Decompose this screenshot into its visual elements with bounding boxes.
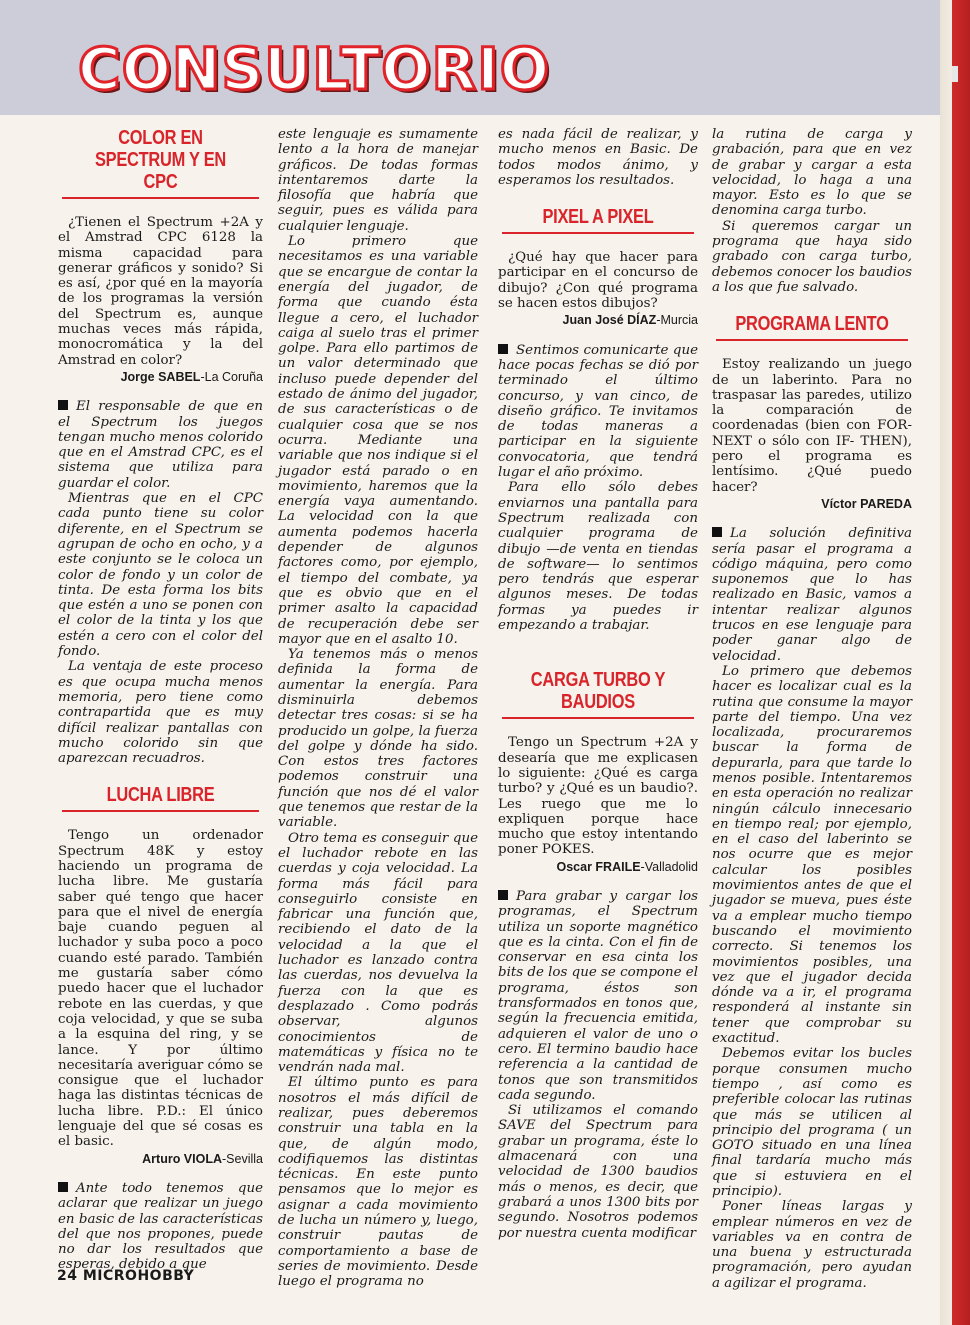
page-edge: [940, 0, 970, 1325]
signature-name: Jorge SABEL: [120, 369, 201, 384]
answer-paragraph: El último punto es para nosotros el más difícil de realizar, pues deberemos construir una tabla en la que, de algún modo, codifiquemos las distintas técnicas. En este punto pensamos que lo mejor es asignar a cada movimiento de lucha un número y, luego, construir pautas de comportamiento a base de series de movimiento. Desde luego el programa no: [278, 1075, 478, 1290]
letter-signature: [58, 370, 263, 385]
column-3: [498, 127, 698, 1241]
answer-paragraph: Ya tenemos más o menos definida la forma de aumentar la energía. Para disminuirla debemos detectar tres cosas: si se ha producido un golpe, la fuerza del golpe y dónde ha sido. Con estos tres factores podemos construir una función que nos dé el valor que tenemos que restar de la variable.: [278, 647, 478, 831]
heading-rule: [502, 717, 694, 719]
letter-signature: [498, 860, 698, 875]
letter-signature: [58, 1152, 263, 1167]
answer-paragraph: es nada fácil de realizar, y mucho menos en Basic. De todos modos ánimo, y esperamos los resultados.: [498, 127, 698, 188]
column-1: [58, 127, 263, 1273]
answer-square-icon: [58, 400, 68, 410]
answer-paragraph: La ventaja de este proceso es que ocupa mucha menos memoria, pero tiene como contrapartida que es muy difícil realizar pantallas con mucho colorido sin que aparezcan recuadros.: [58, 659, 263, 767]
answer-paragraph: Si utilizamos el comando SAVE del Spectrum para grabar un programa, éste lo almacenará con una velocidad de 1300 baudios más o menos, es decir, que grabará a unos 1300 bits por segundo. Nosotros podemos por nuestra cuenta modificar: [498, 1103, 698, 1241]
answer-paragraph: Otro tema es conseguir que el luchador rebote en las cuerdas y coja velocidad. La forma más fácil para conseguirlo consiste en fabricar una función que, recibiendo el dato de la velocidad a la que el luchador es lanzado contra las cuerdas, nos devuelva la fuerza con la que es desplazado . Como podrás observar, algunos conocimientos de matemáticas y física no te vendrán nada mal.: [278, 830, 478, 1076]
signature-name: Arturo VIOLA: [142, 1151, 222, 1166]
answer-paragraph: Para grabar y cargar los programas, el Spectrum utiliza un soporte magnético que es la cinta. Con el fin de conservar en esa cinta los bits de los que se compone el programa, éstos son transformados en tonos que, según la frecuencia emitida, adquieren el valor de uno o cero. El termino baudio hace referencia a la cantidad de tonos que son transmitidos cada segundo.: [498, 888, 698, 1103]
header-banner: [0, 0, 940, 115]
answer-square-icon: [58, 1182, 68, 1192]
heading-rule: [502, 232, 694, 234]
letter-question: Estoy realizando un juego de un laberinto. Para no traspasar las paredes, utilizo la comparación de coordenadas (bien con FOR-NEXT o sólo con IF- THEN), pero el programa es lentísimo. ¿Qué puedo hacer?: [712, 357, 912, 495]
section-title: CONSULTORIO: [78, 35, 551, 103]
heading-pixel-a-pixel: PIXEL A PIXEL: [542, 206, 654, 229]
answer-paragraph: El responsable de que en el Spectrum los juegos tengan mucho menos colorido que en el Amstrad CPC, es el sistema que utiliza para guardar el color.: [58, 399, 263, 491]
answer-paragraph: Poner líneas largas y emplear números en vez de variables va en contra de una buena y estructurada programación, pero ayudan a agilizar el programa.: [712, 1199, 912, 1291]
signature-place: -Murcia: [656, 313, 698, 328]
answer-paragraph: La solución definitiva sería pasar el programa a código máquina, pero como suponemos que lo has realizado en Basic, vamos a intentar realizar algunos trucos en ese lenguaje para poder ganar algo de velocidad.: [712, 526, 912, 664]
answer-paragraph: Mientras que en el CPC cada punto tiene su color diferente, en el Spectrum se agrupan de ocho en ocho, y a este conjunto se le coloca un color de fondo y un color de tinta. De esta forma los bits que estén a uno se ponen con el color de la tinta y los que estén a cero con el color del fondo.: [58, 491, 263, 660]
signature-place: -Valladolid: [640, 859, 698, 874]
column-4: [712, 127, 912, 1291]
answer-paragraph: Lo primero que necesitamos es una variable que se encargue de contar la energía del jugador, de forma que cuando ésta llegue a cero, el luchador caiga al suelo tras el primer golpe. Para ello partimos de un valor determinado que incluso puede depender del estado de ánimo del jugador, de sus características o de cualquier cosa que se nos ocurra. Mediante una variable que nos indique si el jugador está parado o en movimiento, haremos que la energía vaya aumentando. La velocidad con la que aumenta podemos hacerla depender de algunos factores como, por ejemplo, el tiempo del combate, ya que es obvio que en el primer asalto la capacidad de recuperación debe ser mayor que en el asalto 10.: [278, 234, 478, 647]
signature-place: -La Coruña: [200, 369, 263, 384]
heading-rule: [62, 810, 259, 812]
letter-signature: [498, 313, 698, 328]
answer-square-icon: [498, 890, 508, 900]
letter-question: ¿Qué hay que hacer para participar en el concurso de dibujo? ¿Con qué programa se hacen estos dibujos?: [498, 250, 698, 312]
letter-question: Tengo un Spectrum +2A y desearía que me explicasen lo siguiente: ¿Qué es carga turbo? y ¿Qué es un baudio?. Les ruego que me lo expliquen porque hace mucho que estoy intentando poner POKES.: [498, 735, 698, 858]
answer-square-icon: [712, 527, 722, 537]
letter-question: ¿Tienen el Spectrum +2A y el Amstrad CPC 6128 la misma capacidad para generar gráficos y sonido? Si es así, ¿por qué en la mayoría de los programas la versión del Spectrum es, aunque muchas veces más rápida, monocromática y la del Amstrad en color?: [58, 215, 263, 368]
signature-name: Juan José DÍAZ: [562, 313, 657, 328]
letter-question: Tengo un ordenador Spectrum 48K y estoy haciendo un programa de lucha libre. Me gustaría saber qué tengo que hacer para que el nivel de energía baje cuando peguen al luchador y suba poco a poco cuando esté parado. También me gustaría saber cómo puedo hacer que el luchador rebote en las cuerdas, y que coja velocidad, y que se suba a la esquina del ring, y se lance. Y por último necesitaría averiguar cómo se consigue que el luchador haga las distintas técnicas de lucha libre. P.D.: El único lenguaje del que sé cosas es el basic.: [58, 828, 263, 1150]
answer-square-icon: [498, 344, 508, 354]
heading-programa-lento: PROGRAMA LENTO: [735, 313, 889, 336]
heading-rule: [62, 197, 259, 199]
heading-color-spectrum: COLOR EN SPECTRUM Y EN CPC: [94, 127, 227, 193]
answer-paragraph: la rutina de carga y grabación, para que en vez de grabar y cargar a esta velocidad, lo haga a una mayor. Esto es lo que se denomina carga turbo.: [712, 127, 912, 219]
signature-name: Oscar FRAILE: [556, 859, 641, 874]
answer-paragraph: Para ello sólo debes enviarnos una pantalla para Spectrum realizada con cualquier programa de dibujo —de venta en tiendas de software— lo sentimos pero tendrás que esperar algunos meses. De todas formas ya puedes ir empezando a trabajar.: [498, 480, 698, 634]
answer-paragraph: Si queremos cargar un programa que haya sido grabado con carga turbo, debemos conocer los baudios a los que fue salvado.: [712, 218, 912, 295]
signature-place: -Sevilla: [222, 1151, 263, 1166]
letter-signature: [712, 497, 912, 512]
column-2: [278, 127, 478, 1290]
signature-name: Víctor PAREDA: [821, 496, 912, 511]
page-footer: 24 MICROHOBBY: [57, 1268, 195, 1284]
answer-paragraph: Debemos evitar los bucles porque consumen mucho tiempo , así como es preferible colocar las rutinas que más se utilicen al principio del programa ( un GOTO situado en una línea final tardaría mucho más que si estuviera en el principio).: [712, 1046, 912, 1199]
answer-paragraph: Lo primero que debemos hacer es localizar cual es la rutina que consume la mayor parte del tiempo. Una vez localizada, procuraremos buscar la forma de depurarla, para que tarde lo menos posible. Intentaremos en esta operación no realizar ningún cálculo innecesario en tiempo real; por ejemplo, en el caso del laberinto se nos ocurre que es mejor calcular los posibles movimientos antes de que el jugador se mueva, pues éste va a emplear mucho tiempo buscando el movimiento correcto. Si tenemos los movimientos posibles, una vez que el jugador decida dónde va a ir, el programa responderá al instante sin tener que comprobar su exactitud.: [712, 663, 912, 1047]
answer-paragraph: este lenguaje es sumamente lento a la hora de manejar gráficos. De todas formas intentaremos darte la filosofía que habría que seguir, pues es válida para cualquier lenguaje.: [278, 127, 478, 234]
answer-paragraph: Ante todo tenemos que aclarar que realizar un juego en basic de las características del que nos propones, puede no dar los resultados que esperas, debido a que: [58, 1180, 263, 1273]
heading-lucha-libre: LUCHA LIBRE: [106, 784, 215, 807]
edge-mark: [952, 66, 958, 82]
heading-rule: [716, 339, 908, 341]
answer-paragraph: Sentimos comunicarte que hace pocas fechas se dió por terminado el último concurso, y van cinco, de diseño gráfico. Te invitamos de todas maneras a participar en la siguiente convocatoria, que tendrá lugar el año próximo.: [498, 342, 698, 481]
heading-carga-turbo: CARGA TURBO Y BAUDIOS: [530, 669, 666, 714]
